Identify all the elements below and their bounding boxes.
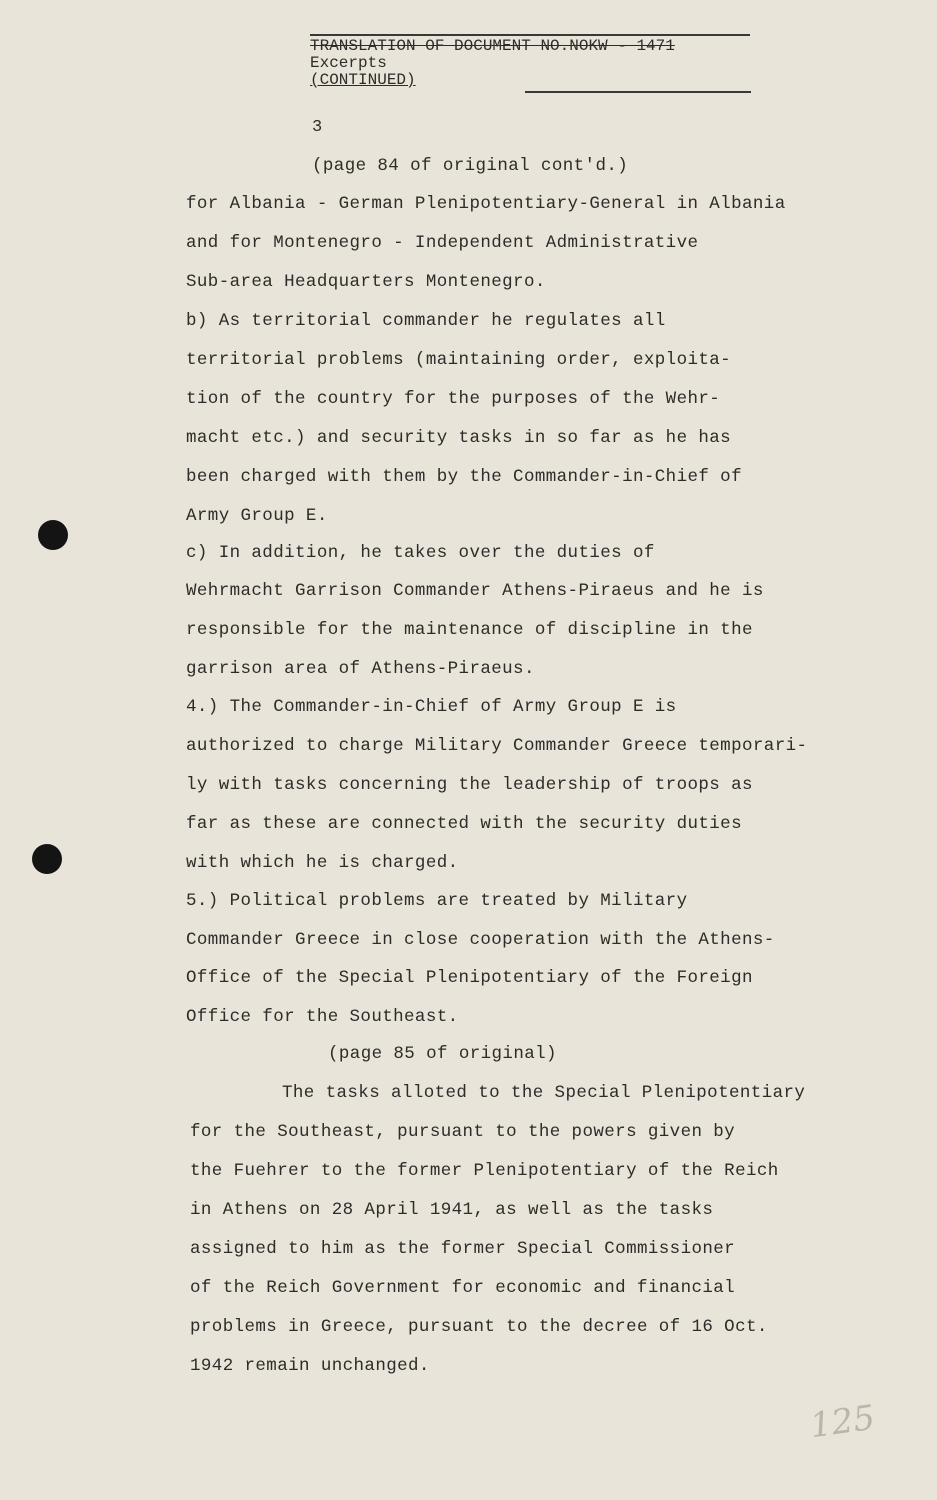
folio-number: 125 xyxy=(807,1397,878,1447)
body-line: problems in Greece, pursuant to the decree of 16 Oct. xyxy=(190,1317,768,1337)
header-bottom-rule xyxy=(525,91,751,93)
body-line: Sub-area Headquarters Montenegro. xyxy=(186,272,546,292)
body-line: tion of the country for the purposes of the Wehr- xyxy=(186,389,721,409)
document-subtitle: Excerpts xyxy=(310,54,387,72)
body-line: in Athens on 28 April 1941, as well as the tasks xyxy=(190,1200,714,1220)
body-line: been charged with them by the Commander-in-Chief of xyxy=(186,467,742,487)
continued-label: (CONTINUED) xyxy=(310,71,416,89)
body-line: with which he is charged. xyxy=(186,853,459,873)
body-line: far as these are connected with the security duties xyxy=(186,814,742,834)
punch-hole xyxy=(38,520,68,550)
body-line: 1942 remain unchanged. xyxy=(190,1356,430,1376)
body-line: responsible for the maintenance of discipline in the xyxy=(186,620,753,640)
body-line: Office of the Special Plenipotentiary of the Foreign xyxy=(186,968,753,988)
document-header xyxy=(310,38,675,89)
body-line: macht etc.) and security tasks in so far as he has xyxy=(186,428,732,448)
body-line: 4.) The Commander-in-Chief of Army Group E is xyxy=(186,697,677,717)
body-line: for the Southeast, pursuant to the powers given by xyxy=(190,1122,736,1142)
body-line: the Fuehrer to the former Plenipotentiary of the Reich xyxy=(190,1161,779,1181)
body-line: and for Montenegro - Independent Administrative xyxy=(186,233,699,253)
body-line: ly with tasks concerning the leadership of troops as xyxy=(186,775,753,795)
body-line: assigned to him as the former Special Commissioner xyxy=(190,1239,736,1259)
body-line: c) In addition, he takes over the duties of xyxy=(186,543,655,563)
document-title: TRANSLATION OF DOCUMENT NO.NOKW - 1471 xyxy=(310,37,675,55)
header-top-rule xyxy=(310,34,750,36)
body-line: Commander Greece in close cooperation with the Athens- xyxy=(186,930,775,950)
page-number: 3 xyxy=(312,118,323,137)
body-line: The tasks alloted to the Special Plenipotentiary xyxy=(282,1083,806,1103)
body-line: of the Reich Government for economic and financial xyxy=(190,1278,736,1298)
body-line: authorized to charge Military Commander Greece temporari- xyxy=(186,736,808,756)
body-line: 5.) Political problems are treated by Military xyxy=(186,891,688,911)
body-line: for Albania - German Plenipotentiary-General in Albania xyxy=(186,194,786,214)
body-line: b) As territorial commander he regulates all xyxy=(186,311,666,331)
punch-hole xyxy=(32,844,62,874)
body-line: Wehrmacht Garrison Commander Athens-Piraeus and he is xyxy=(186,581,764,601)
body-line: Army Group E. xyxy=(186,506,328,526)
body-line: (page 85 of original) xyxy=(328,1044,557,1064)
body-line: Office for the Southeast. xyxy=(186,1007,459,1027)
body-line: (page 84 of original cont'd.) xyxy=(312,156,629,176)
body-line: territorial problems (maintaining order, exploita- xyxy=(186,350,732,370)
body-line: garrison area of Athens-Piraeus. xyxy=(186,659,535,679)
